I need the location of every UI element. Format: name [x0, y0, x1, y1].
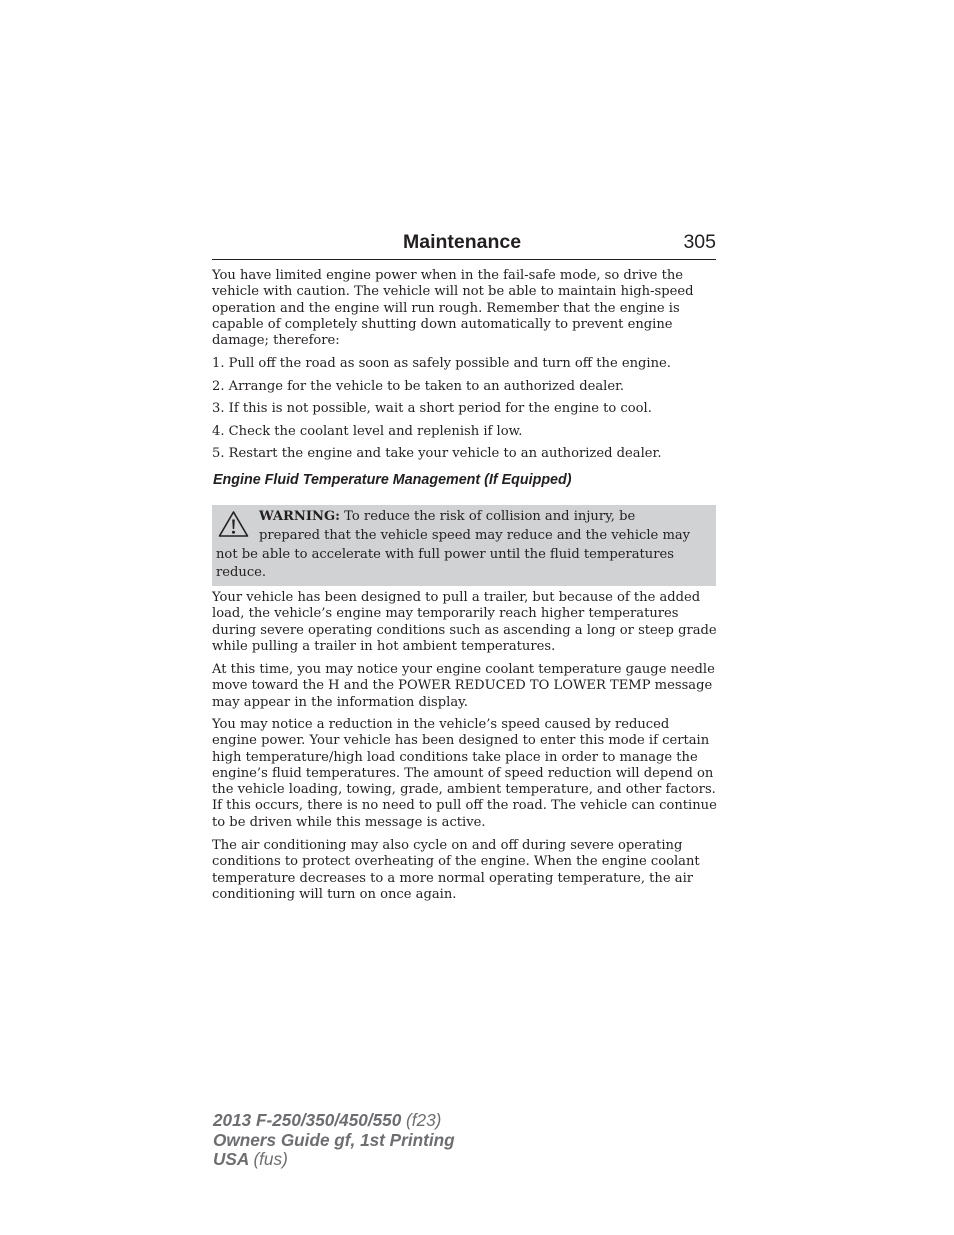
paragraph-gauge: At this time, you may notice your engine coolant temperature gauge needle move toward the H and the POWER REDUCED TO LOWER TEMP message may appear in the information display. — [212, 662, 715, 710]
footer-model-line — [213, 1111, 455, 1131]
footer — [213, 1111, 455, 1170]
paragraph-trailer: Your vehicle has been designed to pull a trailer, but because of the added load, the vehicle’s engine may temporarily reach higher temperatures during severe operating conditions such as ascending a long or steep grade while pulling a trailer in hot ambient temperatures. — [212, 590, 717, 654]
footer-model-code: (f23) — [406, 1110, 442, 1130]
section-title: Maintenance — [403, 231, 522, 253]
step-5: 5. Restart the engine and take your vehicle to an authorized dealer. — [212, 446, 662, 461]
footer-market-code: (fus) — [253, 1149, 288, 1169]
warning-label: WARNING: — [259, 509, 340, 524]
warning-box — [212, 505, 716, 586]
paragraph-speed-reduction: You may notice a reduction in the vehicle’s speed caused by reduced engine power. Your vehicle has been designed to enter this mode if certain high temperature/high load conditions take place in order to manage the engine’s fluid temperatures. The amount of speed reduction will depend on the vehicle loading, towing, grade, ambient temperature, and other factors. If this occurs, there is no need to pull off the road. The vehicle can continue to be driven while this message is active. — [212, 717, 717, 830]
warning-first-line-text: To reduce the risk of collision and injury, be — [344, 509, 636, 524]
footer-market: USA — [213, 1149, 249, 1169]
paragraph-air-conditioning: The air conditioning may also cycle on and off during severe operating conditions to protect overheating of the engine. When the engine coolant temperature decreases to a more normal operating temperature, the air conditioning will turn on once again. — [212, 838, 700, 902]
warning-first-line — [259, 508, 714, 527]
step-2: 2. Arrange for the vehicle to be taken to an authorized dealer. — [212, 379, 625, 394]
step-3: 3. If this is not possible, wait a short period for the engine to cool. — [212, 401, 652, 416]
page-header — [212, 229, 716, 260]
footer-guide: Owners Guide gf, 1st Printing — [213, 1129, 455, 1150]
section-subheading: Engine Fluid Temperature Management (If Equipped) — [213, 472, 572, 488]
warning-text: prepared that the vehicle speed may reduce and the vehicle may not be able to accelerate with full power until the fluid temperatures reduce. — [216, 528, 691, 581]
step-1: 1. Pull off the road as soon as safely possible and turn off the engine. — [212, 356, 671, 371]
footer-model: 2013 F-250/350/450/550 — [213, 1110, 402, 1130]
step-4: 4. Check the coolant level and replenish if low. — [212, 424, 523, 439]
intro-paragraph: You have limited engine power when in the fail-safe mode, so drive the vehicle with caution. The vehicle will not be able to maintain high-speed operation and the engine will run rough. Remember that the engine is capable of completely shutting down automatically to prevent engine damage; therefore: — [212, 268, 694, 349]
footer-market-line — [213, 1150, 455, 1170]
page-number: 305 — [683, 231, 716, 253]
